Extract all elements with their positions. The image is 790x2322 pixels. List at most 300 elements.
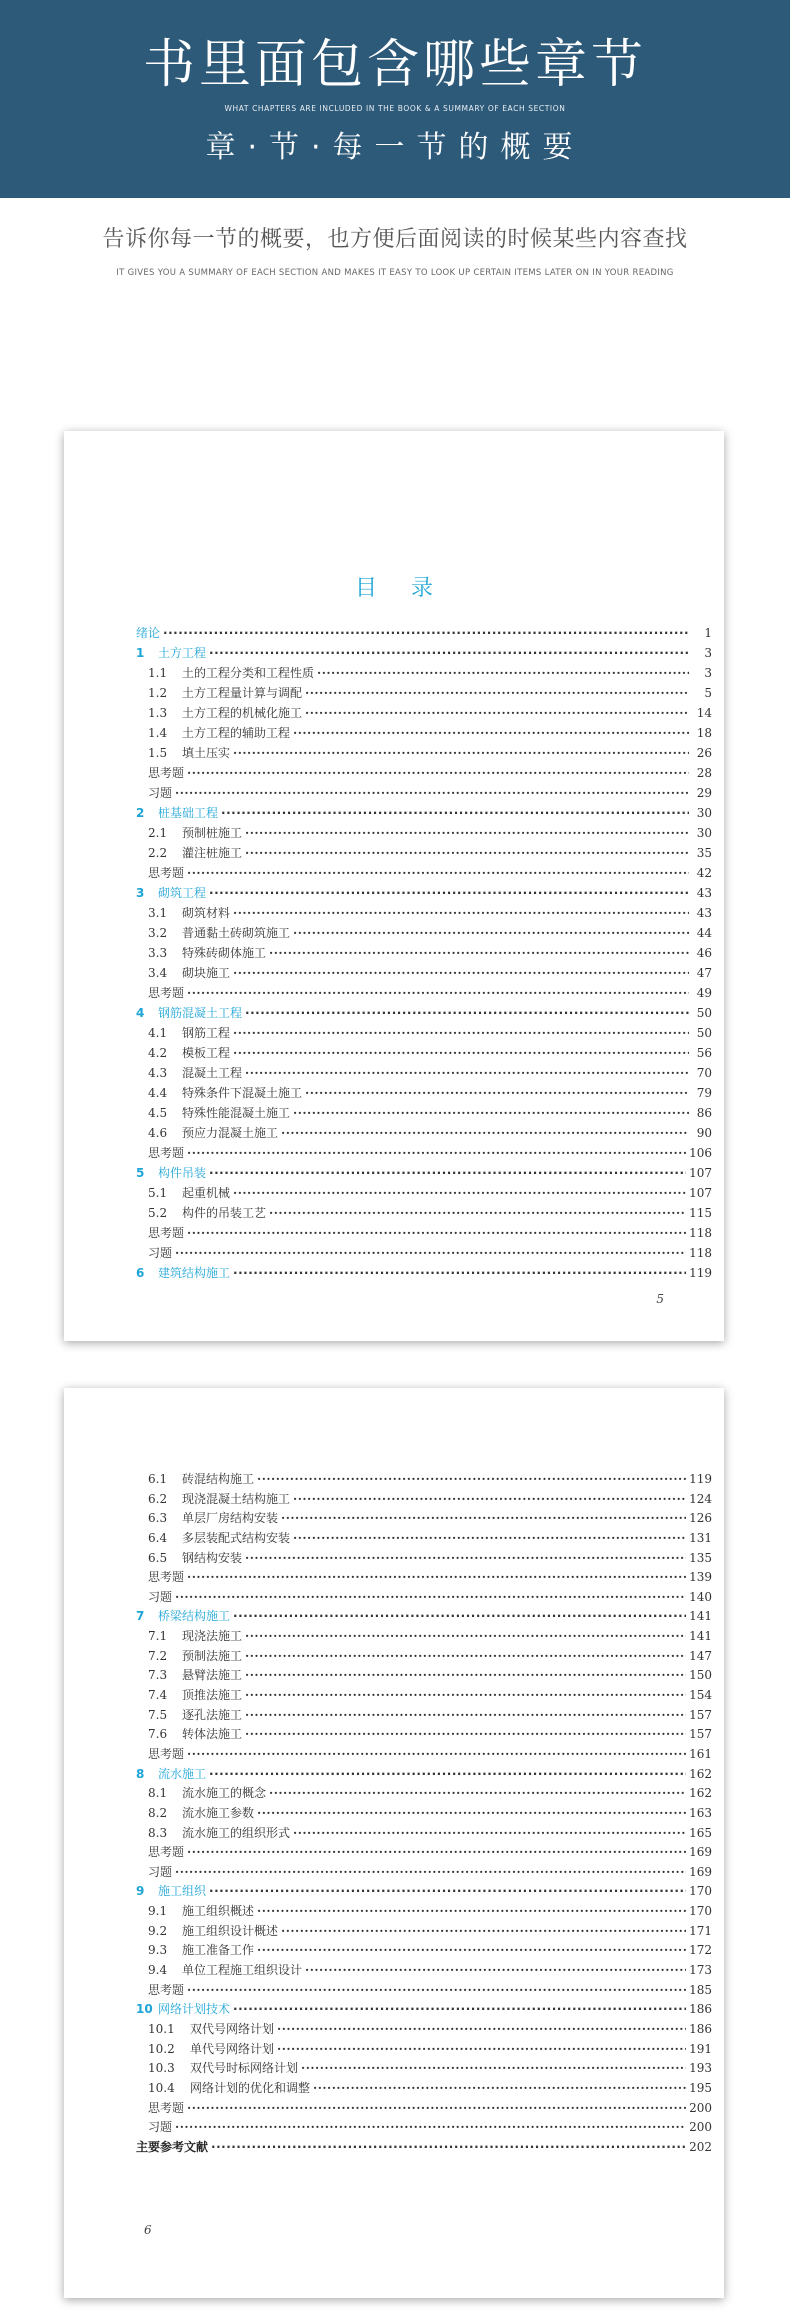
toc-entry-page: 140 bbox=[689, 1589, 712, 1604]
toc-entry-number: 10.3 bbox=[148, 2061, 175, 2076]
toc-entry-title: 习题 bbox=[148, 2120, 173, 2135]
dot-leader bbox=[317, 663, 689, 683]
dot-leader bbox=[301, 2059, 686, 2079]
toc-entry-page: 131 bbox=[689, 1530, 712, 1545]
toc-entry-section[interactable] bbox=[136, 1941, 712, 1961]
dot-leader bbox=[209, 883, 689, 903]
toc-entry-number: 6.5 bbox=[148, 1550, 168, 1565]
toc-entry-title: 施工组织设计概述 bbox=[182, 1923, 279, 1938]
toc-entry-number: 7.3 bbox=[148, 1668, 168, 1683]
toc-entry-exercise[interactable] bbox=[136, 1568, 712, 1588]
toc-entry-page: 170 bbox=[689, 1904, 712, 1919]
toc-entry-number: 7 bbox=[136, 1609, 145, 1624]
toc-entry-number: 1 bbox=[136, 646, 145, 660]
dot-leader bbox=[187, 1745, 686, 1765]
toc-entry-exercise[interactable] bbox=[136, 1981, 712, 2001]
toc-entry-number: 10.2 bbox=[148, 2041, 175, 2056]
dot-leader bbox=[245, 823, 689, 843]
toc-entry-number: 2.2 bbox=[148, 846, 168, 860]
toc-entry-page: 79 bbox=[696, 1086, 712, 1100]
toc-entry-number: 8.2 bbox=[148, 1805, 168, 1820]
toc-entry-section[interactable] bbox=[136, 1123, 712, 1143]
toc-entry-title: 思考题 bbox=[148, 1146, 185, 1160]
toc-entry-page: 50 bbox=[696, 1006, 712, 1020]
toc-entry-chapter[interactable] bbox=[136, 803, 712, 823]
toc-entry-section[interactable] bbox=[136, 1824, 712, 1844]
toc-entry-page: 28 bbox=[696, 766, 712, 780]
toc-entry-number: 2.1 bbox=[148, 826, 168, 840]
toc-entry-page: 186 bbox=[689, 2021, 712, 2036]
dot-leader bbox=[269, 943, 689, 963]
toc-entry-number: 7.1 bbox=[148, 1629, 168, 1644]
toc-entry-title: 施工组织概述 bbox=[182, 1904, 255, 1919]
dot-leader bbox=[175, 2118, 686, 2138]
dot-leader bbox=[257, 1941, 686, 1961]
toc-entry-section[interactable] bbox=[136, 1627, 712, 1647]
toc-entry-title: 砌块施工 bbox=[182, 966, 231, 980]
toc-entry-title: 预制桩施工 bbox=[182, 826, 243, 840]
page-number: 6 bbox=[144, 2223, 152, 2237]
toc-entry-number: 6.3 bbox=[148, 1511, 168, 1526]
dot-leader bbox=[281, 1509, 686, 1529]
toc-entry-section[interactable] bbox=[136, 1043, 712, 1063]
dot-leader bbox=[305, 683, 689, 703]
toc-entry-chapter[interactable] bbox=[136, 1163, 712, 1183]
toc-entry-number: 1.3 bbox=[148, 706, 168, 720]
toc-entry-page: 30 bbox=[696, 826, 712, 840]
toc-entry-page: 169 bbox=[689, 1845, 712, 1860]
toc-entry-page: 157 bbox=[689, 1707, 712, 1722]
toc-entry-page: 119 bbox=[689, 1472, 712, 1486]
toc-entry-section[interactable] bbox=[136, 843, 712, 863]
dot-leader bbox=[257, 1470, 686, 1490]
toc-entry-number: 4.4 bbox=[148, 1086, 168, 1100]
toc-entry-page: 172 bbox=[689, 1943, 712, 1958]
toc-entry-section[interactable] bbox=[136, 1706, 712, 1726]
dot-leader bbox=[245, 1706, 686, 1726]
toc-entry-title: 砖混结构施工 bbox=[182, 1472, 255, 1486]
toc-entry-page: 1 bbox=[704, 626, 712, 640]
toc-entry-title: 建筑结构施工 bbox=[158, 1266, 231, 1280]
dot-leader bbox=[209, 1882, 686, 1902]
toc-entry-page: 14 bbox=[696, 706, 712, 720]
toc-entry-title: 双代号网络计划 bbox=[190, 2021, 275, 2036]
toc-entry-page: 124 bbox=[689, 1491, 712, 1506]
dot-leader bbox=[233, 743, 689, 763]
toc-entry-number: 9.1 bbox=[148, 1904, 168, 1919]
toc-entry-title: 习题 bbox=[148, 1589, 173, 1604]
toc-entry-page: 5 bbox=[704, 686, 712, 700]
toc-entry-page: 193 bbox=[689, 2061, 712, 2076]
toc-entry-number: 4.2 bbox=[148, 1046, 168, 1060]
toc-entry-section[interactable] bbox=[136, 723, 712, 743]
toc-entry-chapter[interactable] bbox=[136, 1765, 712, 1785]
toc-entry-page: 162 bbox=[689, 1786, 712, 1801]
toc-entry-exercise[interactable] bbox=[136, 2118, 712, 2138]
toc-entry-exercise[interactable] bbox=[136, 1843, 712, 1863]
dot-leader bbox=[293, 923, 689, 943]
dot-leader bbox=[187, 2099, 686, 2119]
toc-entry-section[interactable] bbox=[136, 1725, 712, 1745]
toc-entry-title: 网络计划技术 bbox=[158, 2002, 231, 2017]
dot-leader bbox=[233, 1043, 689, 1063]
toc-entry-title: 现浇混凝土结构施工 bbox=[182, 1491, 291, 1506]
toc-entry-number: 6.4 bbox=[148, 1530, 168, 1545]
toc-entry-section[interactable] bbox=[136, 2020, 712, 2040]
toc-entry-page: 3 bbox=[704, 666, 712, 680]
toc-entry-title: 流水施工 bbox=[158, 1766, 207, 1781]
toc-entry-section[interactable] bbox=[136, 1804, 712, 1824]
toc-entry-section[interactable] bbox=[136, 1666, 712, 1686]
toc-entry-title: 思考题 bbox=[148, 766, 185, 780]
toc-list-page-2 bbox=[136, 1470, 712, 2157]
toc-entry-section[interactable] bbox=[136, 1686, 712, 1706]
toc-entry-number: 7.4 bbox=[148, 1688, 168, 1703]
toc-entry-page: 186 bbox=[689, 2002, 712, 2017]
toc-entry-page: 191 bbox=[689, 2041, 712, 2056]
dot-leader bbox=[233, 1263, 686, 1283]
toc-entry-page: 200 bbox=[689, 2120, 712, 2135]
toc-entry-page: 107 bbox=[689, 1186, 712, 1200]
toc-entry-chapter[interactable] bbox=[136, 1607, 712, 1627]
toc-entry-section[interactable] bbox=[136, 683, 712, 703]
toc-entry-section[interactable] bbox=[136, 963, 712, 983]
toc-entry-page: 169 bbox=[689, 1864, 712, 1879]
dot-leader bbox=[245, 1725, 686, 1745]
dot-leader bbox=[175, 1243, 686, 1263]
toc-entry-title: 普通黏土砖砌筑施工 bbox=[182, 926, 291, 940]
toc-entry-number: 10 bbox=[136, 2002, 153, 2017]
toc-entry-page: 126 bbox=[689, 1511, 712, 1526]
dot-leader bbox=[187, 1568, 686, 1588]
toc-entry-page: 141 bbox=[689, 1609, 712, 1624]
toc-entry-title: 多层装配式结构安装 bbox=[182, 1530, 291, 1545]
dot-leader bbox=[245, 1003, 689, 1023]
dot-leader bbox=[221, 803, 689, 823]
toc-entry-number: 5.1 bbox=[148, 1186, 168, 1200]
toc-entry-exercise[interactable] bbox=[136, 1243, 712, 1263]
toc-entry-page: 56 bbox=[696, 1046, 712, 1060]
toc-entry-section[interactable] bbox=[136, 1549, 712, 1569]
toc-entry-title: 预应力混凝土施工 bbox=[182, 1126, 279, 1140]
toc-entry-title: 土方工程 bbox=[158, 646, 207, 660]
toc-entry-page: 70 bbox=[696, 1066, 712, 1080]
dot-leader bbox=[245, 1627, 686, 1647]
toc-entry-number: 4.3 bbox=[148, 1066, 168, 1080]
dot-leader bbox=[187, 983, 689, 1003]
dot-leader bbox=[211, 2138, 686, 2158]
toc-entry-number: 6.2 bbox=[148, 1491, 168, 1506]
toc-entry-number: 9.2 bbox=[148, 1923, 168, 1938]
toc-entry-number: 8.3 bbox=[148, 1825, 168, 1840]
toc-entry-section[interactable] bbox=[136, 1023, 712, 1043]
dot-leader bbox=[281, 1123, 689, 1143]
toc-entry-chapter[interactable] bbox=[136, 883, 712, 903]
toc-page-1 bbox=[64, 431, 724, 1341]
toc-entry-number: 3.3 bbox=[148, 946, 168, 960]
toc-entry-number: 1.1 bbox=[148, 666, 168, 680]
toc-entry-page: 43 bbox=[696, 906, 712, 920]
toc-entry-number: 10.1 bbox=[148, 2021, 175, 2036]
toc-entry-top-blue[interactable] bbox=[136, 623, 712, 643]
toc-entry-chapter[interactable] bbox=[136, 643, 712, 663]
toc-entry-page: 29 bbox=[696, 786, 712, 800]
toc-entry-title: 习题 bbox=[148, 1246, 173, 1260]
toc-entry-exercise[interactable] bbox=[136, 2099, 712, 2119]
toc-entry-title: 习题 bbox=[148, 786, 173, 800]
toc-entry-top-bold[interactable] bbox=[136, 2138, 712, 2158]
dot-leader bbox=[281, 1922, 686, 1942]
dot-leader bbox=[187, 1223, 686, 1243]
toc-entry-section[interactable] bbox=[136, 743, 712, 763]
toc-entry-number: 3 bbox=[136, 886, 145, 900]
toc-entry-section[interactable] bbox=[136, 2059, 712, 2079]
toc-entry-title: 思考题 bbox=[148, 1746, 185, 1761]
dot-leader bbox=[187, 1143, 686, 1163]
toc-entry-title: 桩基础工程 bbox=[158, 806, 219, 820]
toc-entry-section[interactable] bbox=[136, 1902, 712, 1922]
toc-entry-title: 预制法施工 bbox=[182, 1648, 243, 1663]
toc-entry-chapter[interactable] bbox=[136, 1882, 712, 1902]
dot-leader bbox=[293, 1103, 689, 1123]
dot-leader bbox=[233, 1607, 686, 1627]
toc-entry-section[interactable] bbox=[136, 1470, 712, 1490]
toc-entry-section[interactable] bbox=[136, 1784, 712, 1804]
toc-entry-page: 115 bbox=[689, 1206, 712, 1220]
toc-entry-page: 157 bbox=[689, 1727, 712, 1742]
toc-entry-exercise[interactable] bbox=[136, 983, 712, 1003]
toc-entry-page: 171 bbox=[689, 1923, 712, 1938]
dot-leader bbox=[209, 1765, 686, 1785]
toc-entry-page: 150 bbox=[689, 1668, 712, 1683]
toc-entry-number: 4.5 bbox=[148, 1106, 168, 1120]
dot-leader bbox=[175, 783, 689, 803]
dot-leader bbox=[277, 2040, 686, 2060]
toc-entry-section[interactable] bbox=[136, 1063, 712, 1083]
toc-entry-number: 5.2 bbox=[148, 1206, 168, 1220]
dot-leader bbox=[233, 1023, 689, 1043]
dot-leader bbox=[163, 623, 689, 643]
toc-entry-number: 7.6 bbox=[148, 1727, 168, 1742]
toc-entry-section[interactable] bbox=[136, 1647, 712, 1667]
toc-entry-exercise[interactable] bbox=[136, 1863, 712, 1883]
intro-text-en: IT GIVES YOU A SUMMARY OF EACH SECTION AND MAKES IT EASY TO LOOK UP CERTAIN ITEMS LATER ON IN YOUR READING bbox=[116, 268, 674, 278]
dot-leader bbox=[233, 2000, 686, 2020]
toc-entry-title: 顶推法施工 bbox=[182, 1688, 243, 1703]
toc-entry-page: 44 bbox=[696, 926, 712, 940]
toc-entry-section[interactable] bbox=[136, 923, 712, 943]
toc-entry-number: 1.2 bbox=[148, 686, 168, 700]
toc-entry-page: 147 bbox=[689, 1648, 712, 1663]
dot-leader bbox=[293, 1529, 686, 1549]
banner-subtitle-en: WHAT CHAPTERS ARE INCLUDED IN THE BOOK & A SUMMARY OF EACH SECTION bbox=[224, 104, 566, 113]
toc-entry-section[interactable] bbox=[136, 1509, 712, 1529]
toc-entry-number: 4.1 bbox=[148, 1026, 168, 1040]
toc-entry-page: 141 bbox=[689, 1629, 712, 1644]
toc-entry-section[interactable] bbox=[136, 1961, 712, 1981]
dot-leader bbox=[233, 1183, 686, 1203]
toc-entry-number: 2 bbox=[136, 806, 145, 820]
toc-entry-section[interactable] bbox=[136, 1183, 712, 1203]
toc-entry-title: 流水施工参数 bbox=[182, 1805, 255, 1820]
toc-entry-number: 3.4 bbox=[148, 966, 168, 980]
toc-entry-page: 26 bbox=[696, 746, 712, 760]
toc-entry-page: 162 bbox=[689, 1766, 712, 1781]
toc-entry-title: 构件吊装 bbox=[158, 1166, 207, 1180]
toc-entry-title: 填土压实 bbox=[182, 746, 231, 760]
intro-text-cn: 告诉你每一节的概要，也方便后面阅读的时候某些内容查找 bbox=[102, 227, 688, 252]
dot-leader bbox=[293, 1490, 686, 1510]
toc-entry-page: 47 bbox=[696, 966, 712, 980]
toc-entry-number: 6.1 bbox=[148, 1472, 168, 1486]
toc-entry-page: 154 bbox=[689, 1688, 712, 1703]
dot-leader bbox=[187, 1981, 686, 2001]
toc-entry-exercise[interactable] bbox=[136, 863, 712, 883]
toc-entry-page: 119 bbox=[689, 1266, 712, 1280]
toc-entry-exercise[interactable] bbox=[136, 783, 712, 803]
dot-leader bbox=[187, 763, 689, 783]
toc-entry-chapter[interactable] bbox=[136, 1263, 712, 1283]
toc-entry-number: 7.2 bbox=[148, 1648, 168, 1663]
toc-entry-title: 特殊条件下混凝土施工 bbox=[182, 1086, 303, 1100]
toc-entry-title: 钢筋工程 bbox=[182, 1026, 231, 1040]
toc-entry-title: 单位工程施工组织设计 bbox=[182, 1963, 303, 1978]
toc-entry-title: 土方工程量计算与调配 bbox=[182, 686, 303, 700]
toc-entry-page: 30 bbox=[696, 806, 712, 820]
toc-entry-exercise[interactable] bbox=[136, 1223, 712, 1243]
toc-entry-title: 流水施工的概念 bbox=[182, 1786, 267, 1801]
toc-entry-title: 习题 bbox=[148, 1864, 173, 1879]
toc-entry-title: 钢筋混凝土工程 bbox=[158, 1006, 243, 1020]
toc-entry-number: 8.1 bbox=[148, 1786, 168, 1801]
toc-entry-section[interactable] bbox=[136, 903, 712, 923]
dot-leader bbox=[245, 1686, 686, 1706]
toc-entry-page: 118 bbox=[689, 1246, 712, 1260]
toc-entry-number: 9.3 bbox=[148, 1943, 168, 1958]
toc-entry-section[interactable] bbox=[136, 1922, 712, 1942]
toc-entry-page: 42 bbox=[696, 866, 712, 880]
toc-entry-title: 思考题 bbox=[148, 866, 185, 880]
toc-entry-exercise[interactable] bbox=[136, 1588, 712, 1608]
toc-entry-section[interactable] bbox=[136, 1103, 712, 1123]
toc-entry-title: 单层厂房结构安装 bbox=[182, 1511, 279, 1526]
toc-entry-number: 7.5 bbox=[148, 1707, 168, 1722]
toc-entry-title: 思考题 bbox=[148, 2100, 185, 2115]
toc-entry-title: 构件的吊装工艺 bbox=[182, 1206, 267, 1220]
toc-entry-title: 现浇法施工 bbox=[182, 1629, 243, 1644]
banner-subtitle-cn: 章·节·每一节的概要 bbox=[205, 130, 585, 165]
dot-leader bbox=[269, 1203, 686, 1223]
toc-entry-exercise[interactable] bbox=[136, 763, 712, 783]
toc-entry-number: 1.5 bbox=[148, 746, 168, 760]
toc-entry-page: 200 bbox=[689, 2100, 712, 2115]
toc-entry-page: 195 bbox=[689, 2080, 712, 2095]
dot-leader bbox=[209, 643, 689, 663]
banner-title: 书里面包含哪些章节 bbox=[142, 35, 647, 95]
toc-entry-page: 163 bbox=[689, 1805, 712, 1820]
toc-title: 目录 bbox=[354, 576, 467, 601]
toc-entry-page: 107 bbox=[689, 1166, 712, 1180]
toc-entry-section[interactable] bbox=[136, 1083, 712, 1103]
dot-leader bbox=[293, 723, 689, 743]
toc-entry-title: 绪论 bbox=[136, 626, 161, 640]
toc-entry-title: 起重机械 bbox=[182, 1186, 231, 1200]
toc-entry-page: 46 bbox=[696, 946, 712, 960]
toc-entry-page: 50 bbox=[696, 1026, 712, 1040]
toc-entry-section[interactable] bbox=[136, 663, 712, 683]
toc-entry-page: 139 bbox=[689, 1570, 712, 1585]
toc-entry-section[interactable] bbox=[136, 1490, 712, 1510]
dot-leader bbox=[245, 1549, 686, 1569]
toc-entry-title: 土的工程分类和工程性质 bbox=[182, 666, 315, 680]
toc-entry-title: 土方工程的辅助工程 bbox=[182, 726, 291, 740]
dot-leader bbox=[257, 1902, 686, 1922]
toc-entry-title: 思考题 bbox=[148, 1570, 185, 1585]
toc-entry-page: 90 bbox=[696, 1126, 712, 1140]
toc-entry-page: 170 bbox=[689, 1884, 712, 1899]
toc-entry-section[interactable] bbox=[136, 943, 712, 963]
dot-leader bbox=[245, 843, 689, 863]
toc-entry-section[interactable] bbox=[136, 703, 712, 723]
toc-list-page-1 bbox=[136, 623, 712, 1283]
toc-entry-page: 49 bbox=[696, 986, 712, 1000]
dot-leader bbox=[233, 963, 689, 983]
dot-leader bbox=[175, 1863, 686, 1883]
toc-entry-page: 135 bbox=[689, 1550, 712, 1565]
toc-entry-page: 185 bbox=[689, 1982, 712, 1997]
toc-entry-title: 网络计划的优化和调整 bbox=[190, 2080, 311, 2095]
toc-entry-title: 砌筑材料 bbox=[182, 906, 231, 920]
toc-entry-number: 3.1 bbox=[148, 906, 168, 920]
dot-leader bbox=[305, 703, 689, 723]
toc-entry-section[interactable] bbox=[136, 2040, 712, 2060]
toc-entry-exercise[interactable] bbox=[136, 1143, 712, 1163]
dot-leader bbox=[293, 1824, 686, 1844]
toc-entry-title: 思考题 bbox=[148, 1226, 185, 1240]
toc-entry-page: 161 bbox=[689, 1746, 712, 1761]
toc-entry-title: 单代号网络计划 bbox=[190, 2041, 275, 2056]
toc-entry-title: 灌注桩施工 bbox=[182, 846, 243, 860]
header-banner bbox=[0, 0, 790, 198]
toc-entry-title: 思考题 bbox=[148, 1982, 185, 1997]
toc-entry-title: 特殊砖砌体施工 bbox=[182, 946, 267, 960]
toc-entry-title: 施工准备工作 bbox=[182, 1943, 255, 1958]
toc-entry-title: 土方工程的机械化施工 bbox=[182, 706, 303, 720]
dot-leader bbox=[245, 1647, 686, 1667]
toc-entry-title: 施工组织 bbox=[158, 1884, 207, 1899]
dot-leader bbox=[187, 1843, 686, 1863]
toc-entry-title: 思考题 bbox=[148, 986, 185, 1000]
toc-entry-number: 4 bbox=[136, 1006, 145, 1020]
toc-entry-title: 思考题 bbox=[148, 1845, 185, 1860]
toc-entry-section[interactable] bbox=[136, 1203, 712, 1223]
dot-leader bbox=[277, 2020, 686, 2040]
toc-entry-title: 钢结构安装 bbox=[182, 1550, 243, 1565]
toc-entry-page: 43 bbox=[696, 886, 712, 900]
toc-entry-exercise[interactable] bbox=[136, 1745, 712, 1765]
dot-leader bbox=[305, 1961, 686, 1981]
dot-leader bbox=[257, 1804, 686, 1824]
toc-entry-section[interactable] bbox=[136, 823, 712, 843]
toc-entry-chapter[interactable] bbox=[136, 1003, 712, 1023]
toc-entry-section[interactable] bbox=[136, 2079, 712, 2099]
dot-leader bbox=[175, 1588, 686, 1608]
toc-entry-chapter[interactable] bbox=[136, 2000, 712, 2020]
toc-entry-title: 悬臂法施工 bbox=[182, 1668, 243, 1683]
toc-entry-page: 165 bbox=[689, 1825, 712, 1840]
toc-entry-section[interactable] bbox=[136, 1529, 712, 1549]
toc-entry-page: 106 bbox=[689, 1146, 712, 1160]
